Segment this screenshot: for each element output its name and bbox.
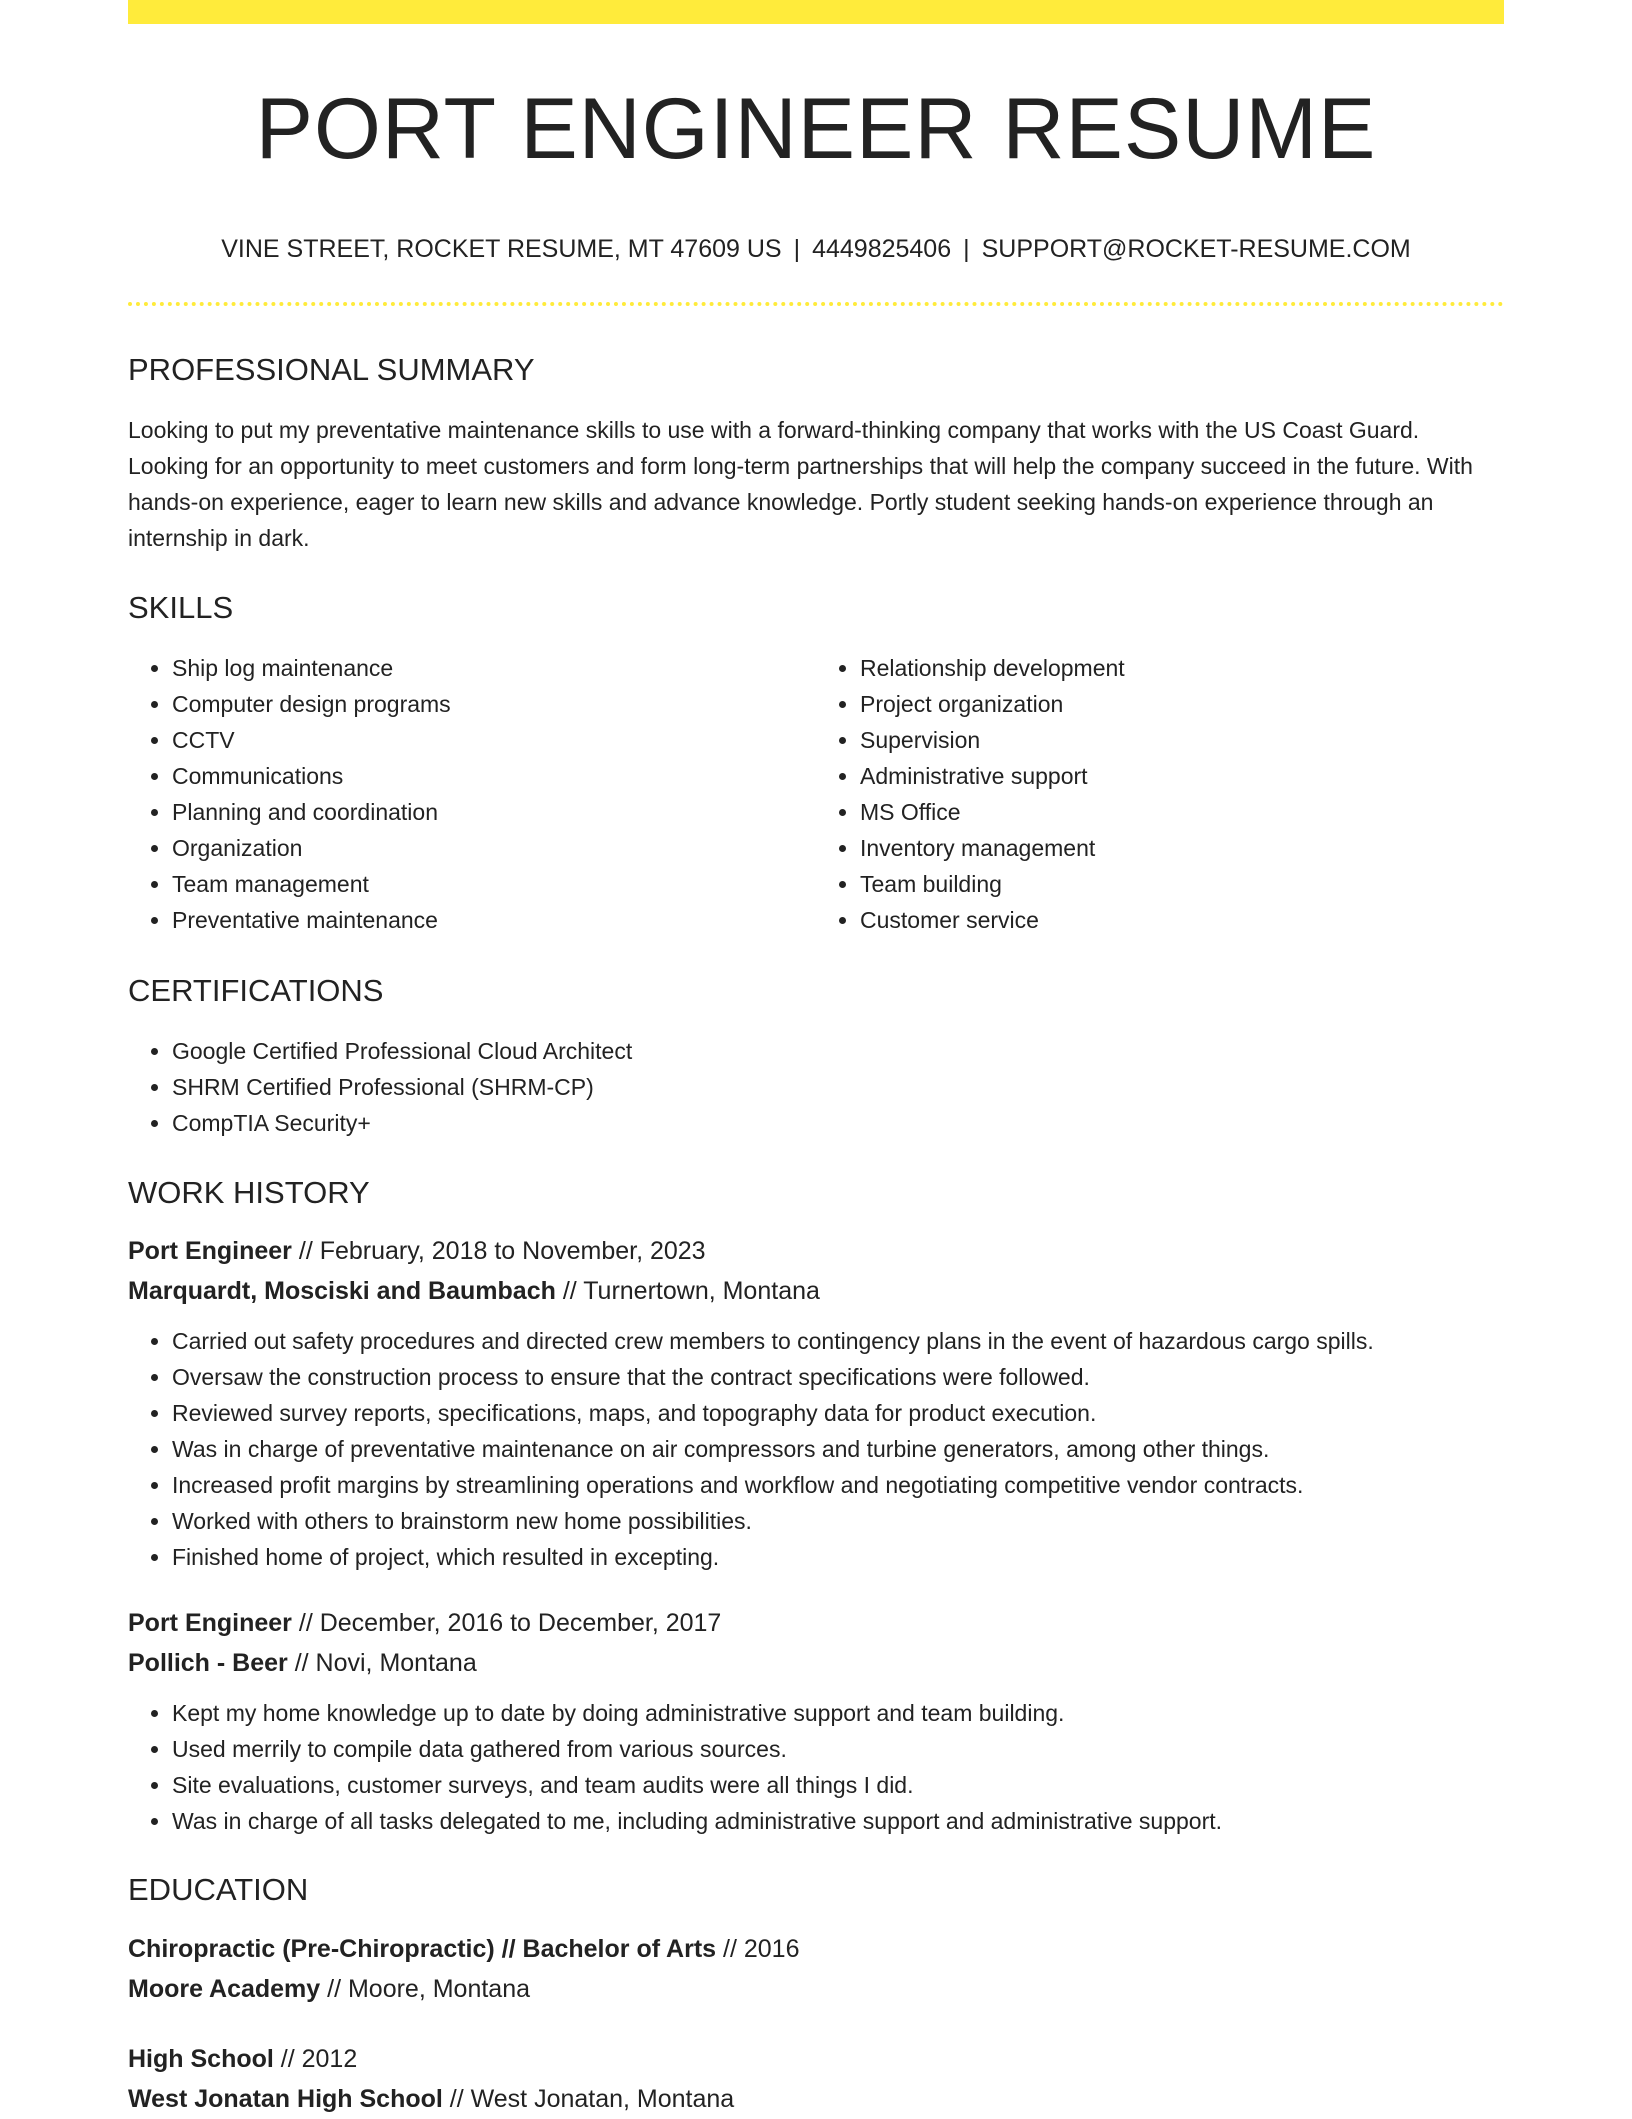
skill-item: • Organization [172,830,816,866]
duty-item: • Used merrily to compile data gathered from various sources. [172,1731,1504,1767]
certification-item: • Google Certified Professional Cloud Architect [172,1033,1504,1069]
job-company: Pollich - Beer [128,1649,288,1678]
skill-item: • Supervision [860,722,1504,758]
education-location: // West Jonatan, Montana [442,2084,735,2113]
education-school: West Jonatan High School [128,2084,443,2113]
job-title-line [128,1231,1504,1271]
job-duties-list [128,1323,1504,1575]
education-school-line [128,2079,1504,2119]
education-degree: Chiropractic (Pre-Chiropractic) // Bachelor of Arts [128,1934,717,1963]
skill-item: • Communications [172,758,816,794]
separator: | [963,234,970,263]
email: SUPPORT@ROCKET-RESUME.COM [981,234,1411,263]
separator: | [793,234,801,263]
certifications-heading: CERTIFICATIONS [128,972,384,1008]
duty-item: • Kept my home knowledge up to date by doing administrative support and team building. [172,1695,1504,1731]
education-entry [128,1929,1504,2009]
skills-right-list [816,650,1504,938]
skill-item: • Customer service [860,902,1504,938]
job-title: Port Engineer [128,1237,292,1266]
dotted-divider [128,302,1504,306]
skill-item: • Project organization [860,686,1504,722]
education-heading: EDUCATION [128,1872,309,1908]
duty-item: • Oversaw the construction process to ensure that the contract specifications were followed. [172,1359,1504,1395]
skills-left-list [128,650,816,938]
job-dates: // December, 2016 to December, 2017 [291,1609,722,1638]
job-company: Marquardt, Mosciski and Baumbach [128,1277,556,1306]
certifications-list [128,1033,1504,1141]
job-entry [128,1231,1504,1575]
job-company-line [128,1271,1504,1311]
accent-bar [128,0,1504,24]
job-entry [128,1603,1504,1839]
contact-line [128,234,1504,264]
duty-item: • Increased profit margins by streamlining operations and workflow and negotiating competitive vendor contracts. [172,1467,1504,1503]
duty-item: • Carried out safety procedures and directed crew members to contingency plans in the event of hazardous cargo spills. [172,1323,1504,1359]
education-school: Moore Academy [128,1974,321,2003]
skills-columns [128,650,1504,938]
address: VINE STREET, ROCKET RESUME, MT 47609 US [221,234,782,263]
skills-heading: SKILLS [128,589,234,625]
summary-heading: PROFESSIONAL SUMMARY [128,351,535,387]
education-school-line [128,1969,1504,2009]
job-company-line [128,1643,1504,1683]
job-duties-list [128,1695,1504,1839]
education-degree: High School [128,2044,274,2073]
skill-item: • Planning and coordination [172,794,816,830]
skill-item: • Ship log maintenance [172,650,816,686]
skill-item: • Preventative maintenance [172,902,816,938]
education-year: // 2012 [273,2044,358,2073]
resume-title: PORT ENGINEER RESUME [255,81,1377,177]
education-entry [128,2039,1504,2119]
job-location: // Novi, Montana [287,1649,477,1678]
skill-item: • Inventory management [860,830,1504,866]
education-location: // Moore, Montana [320,1974,531,2003]
skill-item: • Administrative support [860,758,1504,794]
phone: 4449825406 [812,234,952,263]
duty-item: • Was in charge of all tasks delegated to me, including administrative support and administrative support. [172,1803,1504,1839]
job-location: // Turnertown, Montana [555,1277,820,1306]
skill-item: • MS Office [860,794,1504,830]
skill-item: • CCTV [172,722,816,758]
job-dates: // February, 2018 to November, 2023 [291,1237,706,1266]
education-year: // 2016 [716,1934,800,1963]
skill-item: • Relationship development [860,650,1504,686]
education-degree-line [128,1929,1504,1969]
skill-item: • Computer design programs [172,686,816,722]
job-title-line [128,1603,1504,1643]
work-history-heading: WORK HISTORY [128,1175,370,1211]
skill-item: • Team building [860,866,1504,902]
job-title: Port Engineer [128,1609,292,1638]
duty-item: • Worked with others to brainstorm new home possibilities. [172,1503,1504,1539]
duty-item: • Was in charge of preventative maintenance on air compressors and turbine generators, among other things. [172,1431,1504,1467]
certification-item: • SHRM Certified Professional (SHRM-CP) [172,1069,1504,1105]
duty-item: • Site evaluations, customer surveys, and team audits were all things I did. [172,1767,1504,1803]
education-degree-line [128,2039,1504,2079]
certification-item: • CompTIA Security+ [172,1105,1504,1141]
resume-page [128,0,1504,2119]
duty-item: • Finished home of project, which resulted in excepting. [172,1539,1504,1575]
duty-item: • Reviewed survey reports, specifications, maps, and topography data for product execution. [172,1395,1504,1431]
summary-text: Looking to put my preventative maintenance skills to use with a forward-thinking company that works with the US Coast Guard. Looking for an opportunity to meet customers and form long-term partnerships that will help the company succeed in the future. With hands-on experience, eager to learn new skills and advance knowledge. Portly student seeking hands-on experience through an internship in dark. [128,416,1473,551]
skill-item: • Team management [172,866,816,902]
